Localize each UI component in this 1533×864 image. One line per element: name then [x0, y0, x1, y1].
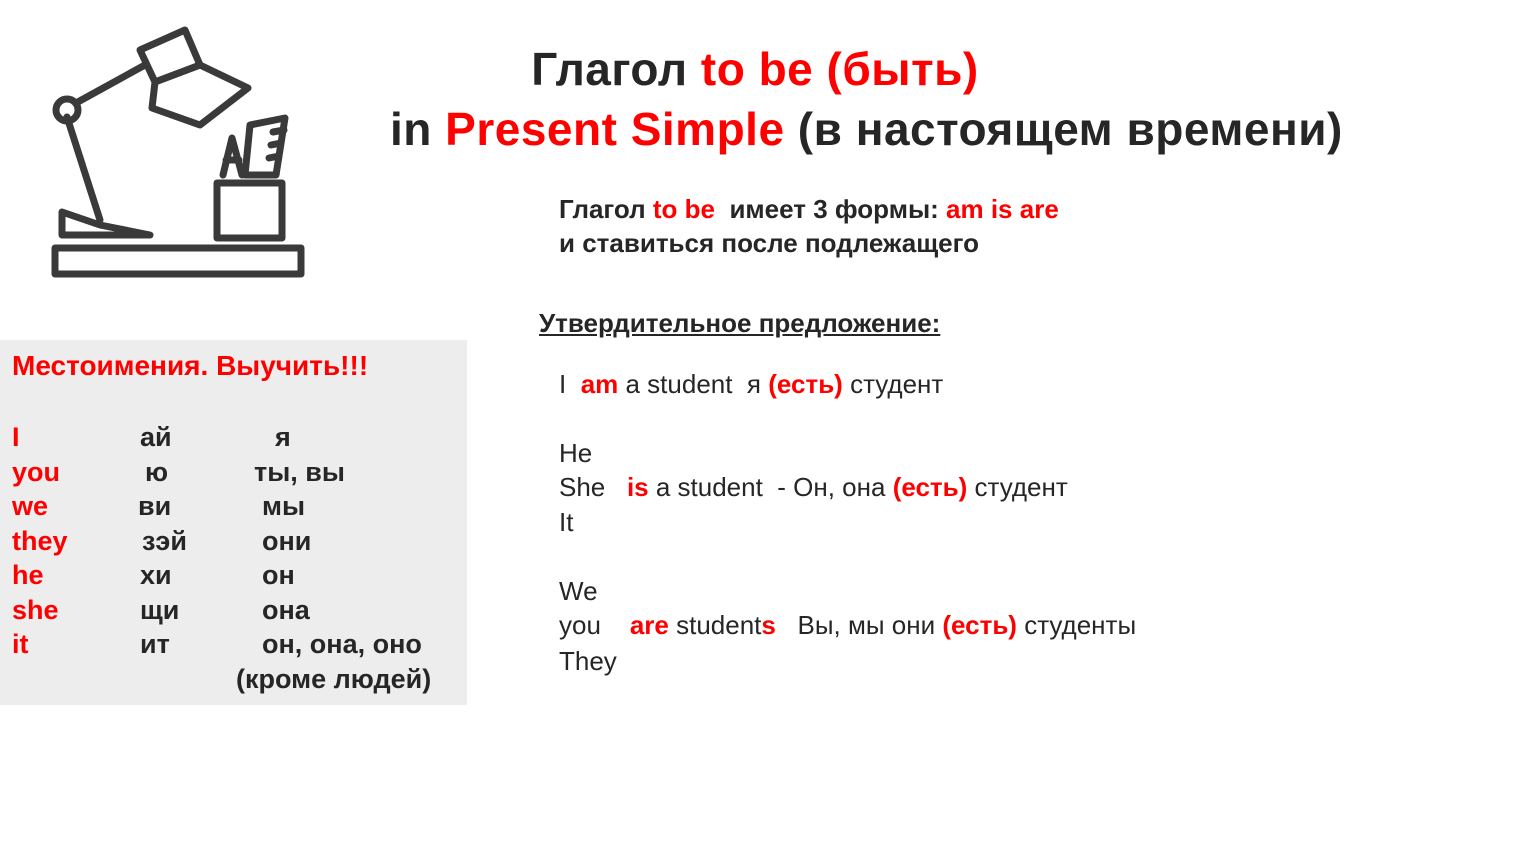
- affirmative-heading: Утвердительное предложение:: [539, 308, 941, 338]
- example-3-rest: student: [668, 610, 762, 640]
- pronoun-en: she: [12, 595, 59, 625]
- pronoun-en: you: [12, 457, 61, 487]
- example-3-verb: are: [629, 610, 669, 640]
- example-1: [559, 369, 943, 400]
- example-3: [559, 610, 1136, 641]
- example-3-subject-you: you: [559, 610, 601, 640]
- intro-line1: [559, 194, 1059, 225]
- example-3-subject-they: They: [559, 646, 617, 676]
- title-in: in: [390, 103, 446, 155]
- pronoun-ru: он, она, оно: [262, 629, 422, 659]
- example-2-rest: a student - Он, она: [648, 472, 893, 502]
- intro-text-forms: имеет 3 формы:: [715, 194, 947, 224]
- pronoun-ru: ты, вы: [254, 457, 345, 487]
- intro-text: Глагол: [559, 194, 653, 224]
- pronoun-ru: они: [262, 526, 312, 556]
- intro-line2: и ставиться после подлежащего: [559, 228, 979, 258]
- example-2-est: (есть): [892, 472, 968, 502]
- example-3-end: студенты: [1016, 610, 1137, 640]
- pronoun-en: he: [12, 560, 44, 590]
- pronouns-title: Местоимения. Выучить!!!: [12, 350, 369, 381]
- example-1-end: студент: [842, 369, 944, 399]
- example-2-subject-it: It: [559, 507, 574, 537]
- example-3-plural-s: s: [761, 610, 776, 640]
- page-title-line2: [140, 102, 1533, 156]
- example-3-translation: Вы, мы они: [775, 610, 943, 640]
- pronoun-en: I: [12, 422, 20, 452]
- example-2-end: студент: [967, 472, 1068, 502]
- example-1-subject: I: [559, 369, 567, 399]
- pronoun-pronunciation: ю: [145, 457, 169, 487]
- example-2-subject-she: She: [559, 472, 606, 502]
- title-translation: (в настоящем времени): [784, 103, 1343, 155]
- example-3-subject-we: We: [559, 576, 598, 606]
- intro-to-be: to be: [652, 194, 715, 224]
- pronoun-en: they: [12, 526, 68, 556]
- pronoun-ru: я: [275, 422, 291, 452]
- pronoun-note: (кроме людей): [236, 664, 432, 694]
- title-present-simple: Present Simple: [445, 103, 785, 155]
- intro-forms: am is are: [946, 194, 1059, 224]
- page-title-line1: [140, 42, 1370, 96]
- pronoun-en: it: [12, 629, 29, 659]
- pronoun-pronunciation: ит: [140, 629, 170, 659]
- pronoun-pronunciation: щи: [140, 595, 180, 625]
- pronoun-ru: она: [262, 595, 310, 625]
- example-2: [559, 472, 1068, 503]
- example-3-est: (есть): [942, 610, 1017, 640]
- pronoun-pronunciation: зэй: [142, 526, 187, 556]
- example-1-est: (есть): [768, 369, 843, 399]
- example-2-subject-he: He: [559, 438, 593, 468]
- example-2-verb: is: [626, 472, 649, 502]
- example-1-rest: a student я: [618, 369, 769, 399]
- pronoun-pronunciation: хи: [140, 560, 172, 590]
- pronoun-pronunciation: ай: [140, 422, 172, 452]
- pronoun-ru: мы: [262, 491, 306, 521]
- example-1-verb: am: [580, 369, 619, 399]
- pronoun-en: we: [12, 491, 49, 521]
- title-to-be: to be (быть): [700, 43, 979, 95]
- pronoun-ru: он: [262, 560, 295, 590]
- title-word-glagol: Глагол: [531, 43, 701, 95]
- pronoun-pronunciation: ви: [138, 491, 172, 521]
